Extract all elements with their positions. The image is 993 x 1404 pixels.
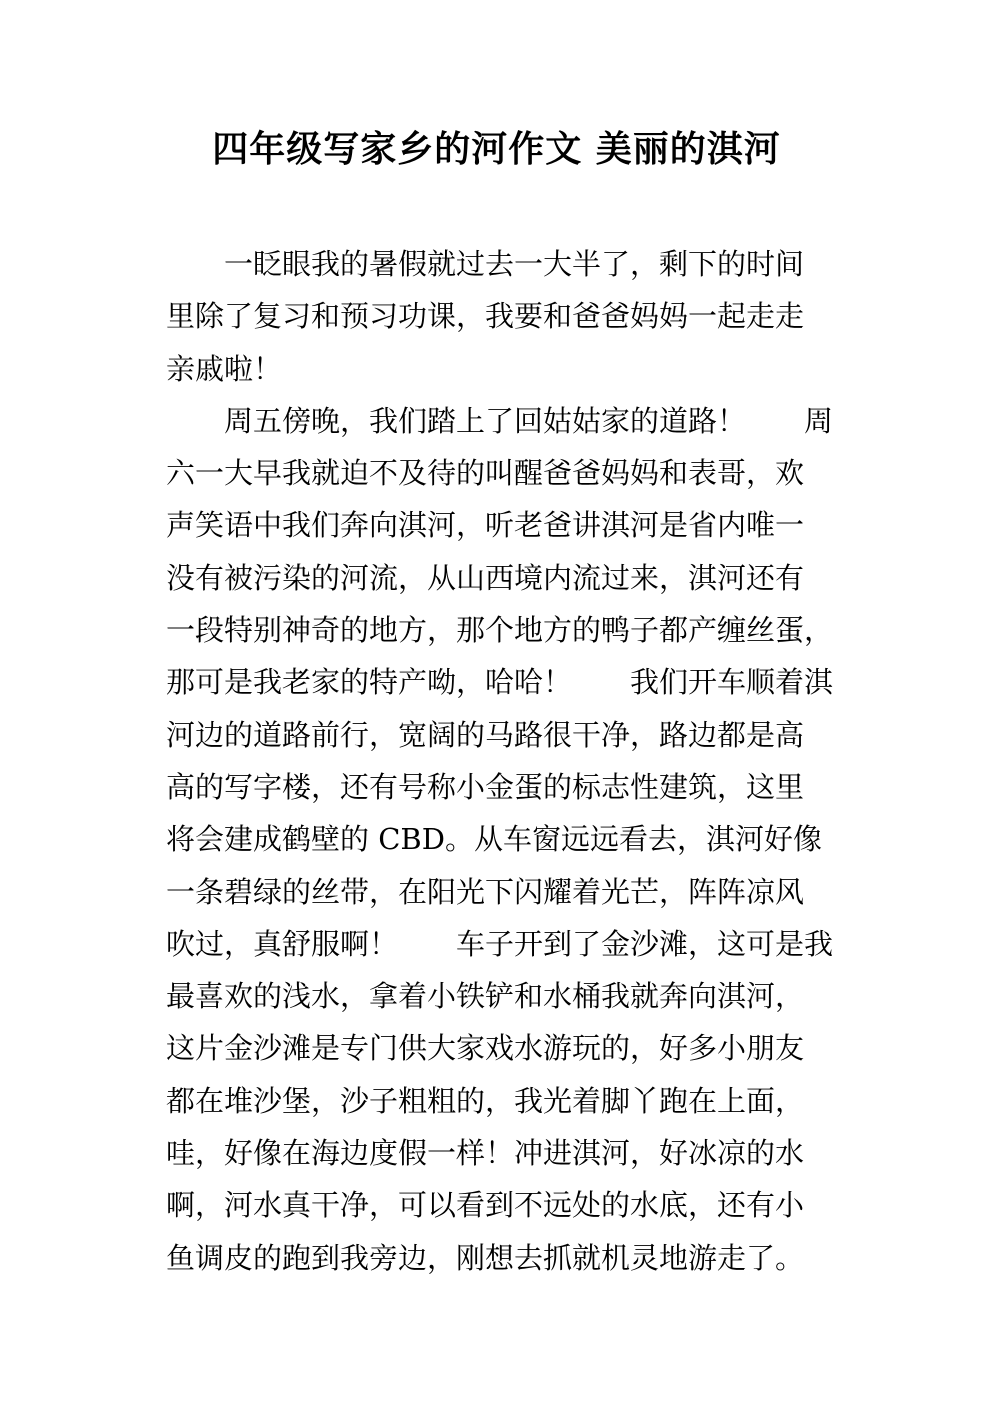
- essay-line: 吹过，真舒服啊！ 车子开到了金沙滩，这可是我: [166, 926, 834, 961]
- essay-line: 都在堆沙堡，沙子粗粗的，我光着脚丫跑在上面，: [166, 1083, 805, 1118]
- essay-line: 这片金沙滩是专门供大家戏水游玩的，好多小朋友: [166, 1031, 805, 1066]
- essay-line: 那可是我老家的特产呦，哈哈！ 我们开车顺着淇: [166, 665, 834, 700]
- essay-line: 周五傍晚，我们踏上了回姑姑家的道路！ 周: [166, 403, 834, 438]
- document-title: 四年级写家乡的河作文 美丽的淇河: [212, 129, 781, 170]
- essay-line: 哇，好像在海边度假一样！冲进淇河，好冰凉的水: [166, 1136, 805, 1171]
- essay-line: 一眨眼我的暑假就过去一大半了，剩下的时间: [166, 247, 805, 281]
- essay-line: 亲戚啦！: [166, 351, 283, 386]
- essay-line: 里除了复习和预习功课，我要和爸爸妈妈一起走走: [166, 299, 805, 334]
- essay-line: 啊，河水真干净，可以看到不远处的水底，还有小: [166, 1188, 805, 1223]
- essay-line: 高的写字楼，还有号称小金蛋的标志性建筑，这里: [166, 769, 805, 804]
- essay-line: 六一大早我就迫不及待的叫醒爸爸妈妈和表哥，欢: [166, 456, 805, 491]
- essay-line: 声笑语中我们奔向淇河，听老爸讲淇河是省内唯一: [166, 508, 805, 543]
- essay-body: [166, 238, 838, 1284]
- essay-line: 鱼调皮的跑到我旁边，刚想去抓就机灵地游走了。: [166, 1240, 805, 1275]
- essay-line: 没有被污染的河流，从山西境内流过来，淇河还有: [166, 560, 805, 595]
- essay-line: 最喜欢的浅水，拿着小铁铲和水桶我就奔向淇河，: [166, 979, 805, 1014]
- essay-line: 一条碧绿的丝带，在阳光下闪耀着光芒，阵阵凉风: [166, 874, 805, 909]
- essay-line: 河边的道路前行，宽阔的马路很干净，路边都是高: [166, 717, 805, 752]
- essay-line: 将会建成鹤壁的 CBD。从车窗远远看去，淇河好像: [166, 822, 822, 857]
- essay-line: 一段特别神奇的地方，那个地方的鸭子都产缠丝蛋，: [166, 613, 834, 648]
